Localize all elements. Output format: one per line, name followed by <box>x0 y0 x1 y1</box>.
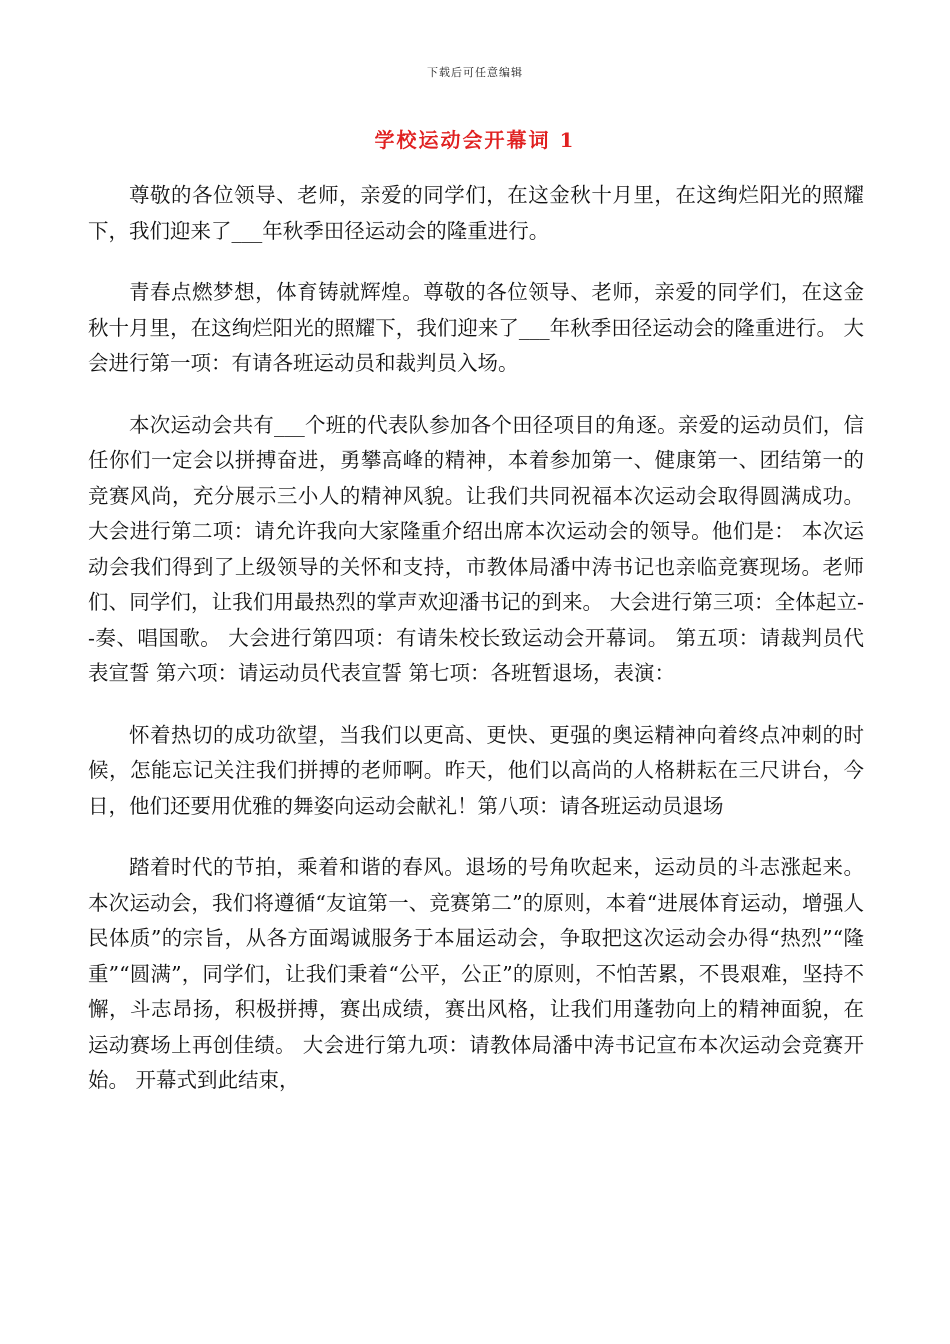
paragraph-teachers: 怀着热切的成功欲望，当我们以更高、更快、更强的奥运精神向着终点冲刺的时候，怎能忘记关注我们拼搏的老师啊。昨天，他们以高尚的人格耕耘在三尺讲台，今日，他们还要用优雅的舞姿向运动会献礼！第八项：请各班运动员退场 <box>88 722 864 818</box>
header-note: 下载后可任意编辑 <box>427 66 523 79</box>
paragraph-opening: 青春点燃梦想，体育铸就辉煌。尊敬的各位领导、老师，亲爱的同学们，在这金秋十月里，在这绚烂阳光的照耀下，我们迎来了___年秋季田径运动会的隆重进行。 大会进行第一项：有请各班运动员和裁判员入场。 <box>88 280 864 375</box>
paragraph-greeting: 尊敬的各位领导、老师，亲爱的同学们，在这金秋十月里，在这绚烂阳光的照耀下，我们迎来了___年秋季田径运动会的隆重进行。 <box>88 183 864 243</box>
document-title: 学校运动会开幕词 1 <box>374 128 576 152</box>
paragraph-closing: 踏着时代的节拍，乘着和谐的春风。退场的号角吹起来，运动员的斗志涨起来。本次运动会，我们将遵循“友谊第一、竞赛第二”的原则，本着“进展体育运动，增强人民体质”的宗旨，从各方面竭诚服务于本届运动会，争取把这次运动会办得“热烈”“隆重”“圆满”，同学们，让我们秉着“公平，公正”的原则，不怕苦累，不畏艰难，坚持不懈，斗志昂扬，积极拼搏，赛出成绩，赛出风格，让我们用蓬勃向上的精神面貌，在运动赛场上再创佳绩。 大会进行第九项：请教体局潘中涛书记宣布本次运动会竞赛开始。 开幕式到此结束， <box>88 855 864 1092</box>
paragraph-agenda: 本次运动会共有___个班的代表队参加各个田径项目的角逐。亲爱的运动员们，信任你们一定会以拼搏奋进，勇攀高峰的精神，本着参加第一、健康第一、团结第一的竞赛风尚，充分展示三小人的精神风貌。让我们共同祝福本次运动会取得圆满成功。 大会进行第二项：请允许我向大家隆重介绍出席本次运动会的领导。他们是： 本次运动会我们得到了上级领导的关怀和支持，市教体局潘中涛书记也亲临竞赛现场。老师们、同学们，让我们用最热烈的掌声欢迎潘书记的到来。 大会进行第三项：全体起立--奏、唱国歌。 大会进行第四项：有请朱校长致运动会开幕词。 第五项：请裁判员代表宣誓 第六项：请运动员代表宣誓 第七项：各班暂退场，表演： <box>88 412 864 685</box>
document-body <box>88 178 864 1125</box>
